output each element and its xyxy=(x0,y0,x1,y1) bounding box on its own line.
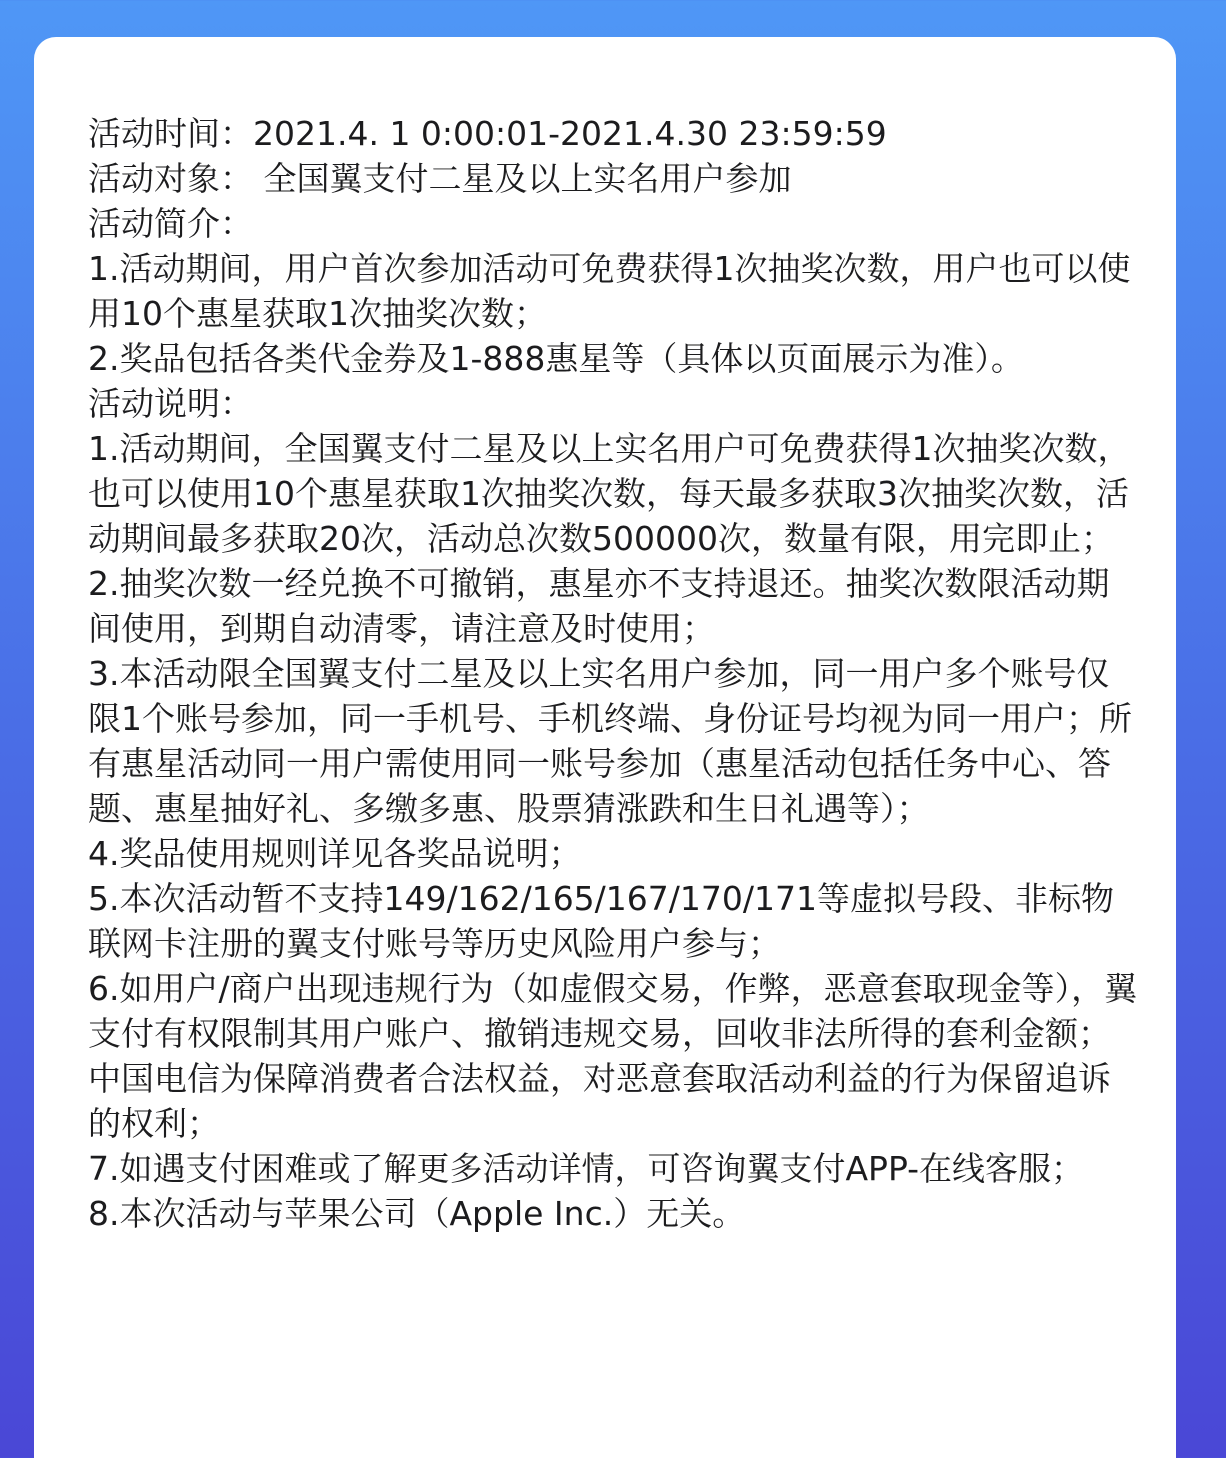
rule-item: 1.活动期间，全国翼支付二星及以上实名用户可免费获得1次抽奖次数，也可以使用10个惠星获取1次抽奖次数，每天最多获取3次抽奖次数，活动期间最多获取20次，活动总次数500000次，数量有限，用完即止； xyxy=(88,429,1131,558)
activity-time-label: 活动时间： xyxy=(88,114,253,153)
rule-item: 2.抽奖次数一经兑换不可撤销，惠星亦不支持退还。抽奖次数限活动期间使用，到期自动清零，请注意及时使用； xyxy=(88,564,1110,648)
rule-item: 7.如遇支付困难或了解更多活动详情，可咨询翼支付APP-在线客服； xyxy=(88,1149,1085,1188)
rule-item: 4.奖品使用规则详见各奖品说明； xyxy=(88,834,582,873)
activity-rules-heading: 活动说明： xyxy=(88,384,253,423)
rule-item: 3.本活动限全国翼支付二星及以上实名用户参加，同一用户多个账号仅限1个账号参加，同一手机号、手机终端、身份证号均视为同一用户；所有惠星活动同一用户需使用同一账号参加（惠星活动包括任务中心、答题、惠星抽好礼、多缴多惠、股票猜涨跌和生日礼遇等）； xyxy=(88,654,1132,828)
rule-item: 5.本次活动暂不支持149/162/165/167/170/171等虚拟号段、非标物联网卡注册的翼支付账号等历史风险用户参与； xyxy=(88,879,1114,963)
rules-card xyxy=(34,37,1176,1458)
intro-item: 1.活动期间，用户首次参加活动可免费获得1次抽奖次数，用户也可以使用10个惠星获取1次抽奖次数； xyxy=(88,249,1131,333)
activity-target-label: 活动对象： xyxy=(88,159,253,198)
activity-time-line xyxy=(88,111,1138,156)
activity-target-line xyxy=(88,156,1138,201)
rule-item: 6.如用户/商户出现违规行为（如虚假交易，作弊，恶意套取现金等），翼支付有权限制其用户账户、撤销违规交易，回收非法所得的套利金额；中国电信为保障消费者合法权益，对恶意套取活动利益的行为保留追诉的权利； xyxy=(88,969,1138,1143)
activity-intro-heading: 活动简介： xyxy=(88,204,253,243)
intro-item: 2.奖品包括各类代金券及1-888惠星等（具体以页面展示为准）。 xyxy=(88,339,1024,378)
activity-time-value: 2021.4. 1 0:00:01-2021.4.30 23:59:59 xyxy=(253,114,887,153)
activity-target-value: 全国翼支付二星及以上实名用户参加 xyxy=(253,159,792,198)
rule-item: 8.本次活动与苹果公司（Apple Inc.）无关。 xyxy=(88,1194,746,1233)
rules-content xyxy=(88,111,1138,1236)
